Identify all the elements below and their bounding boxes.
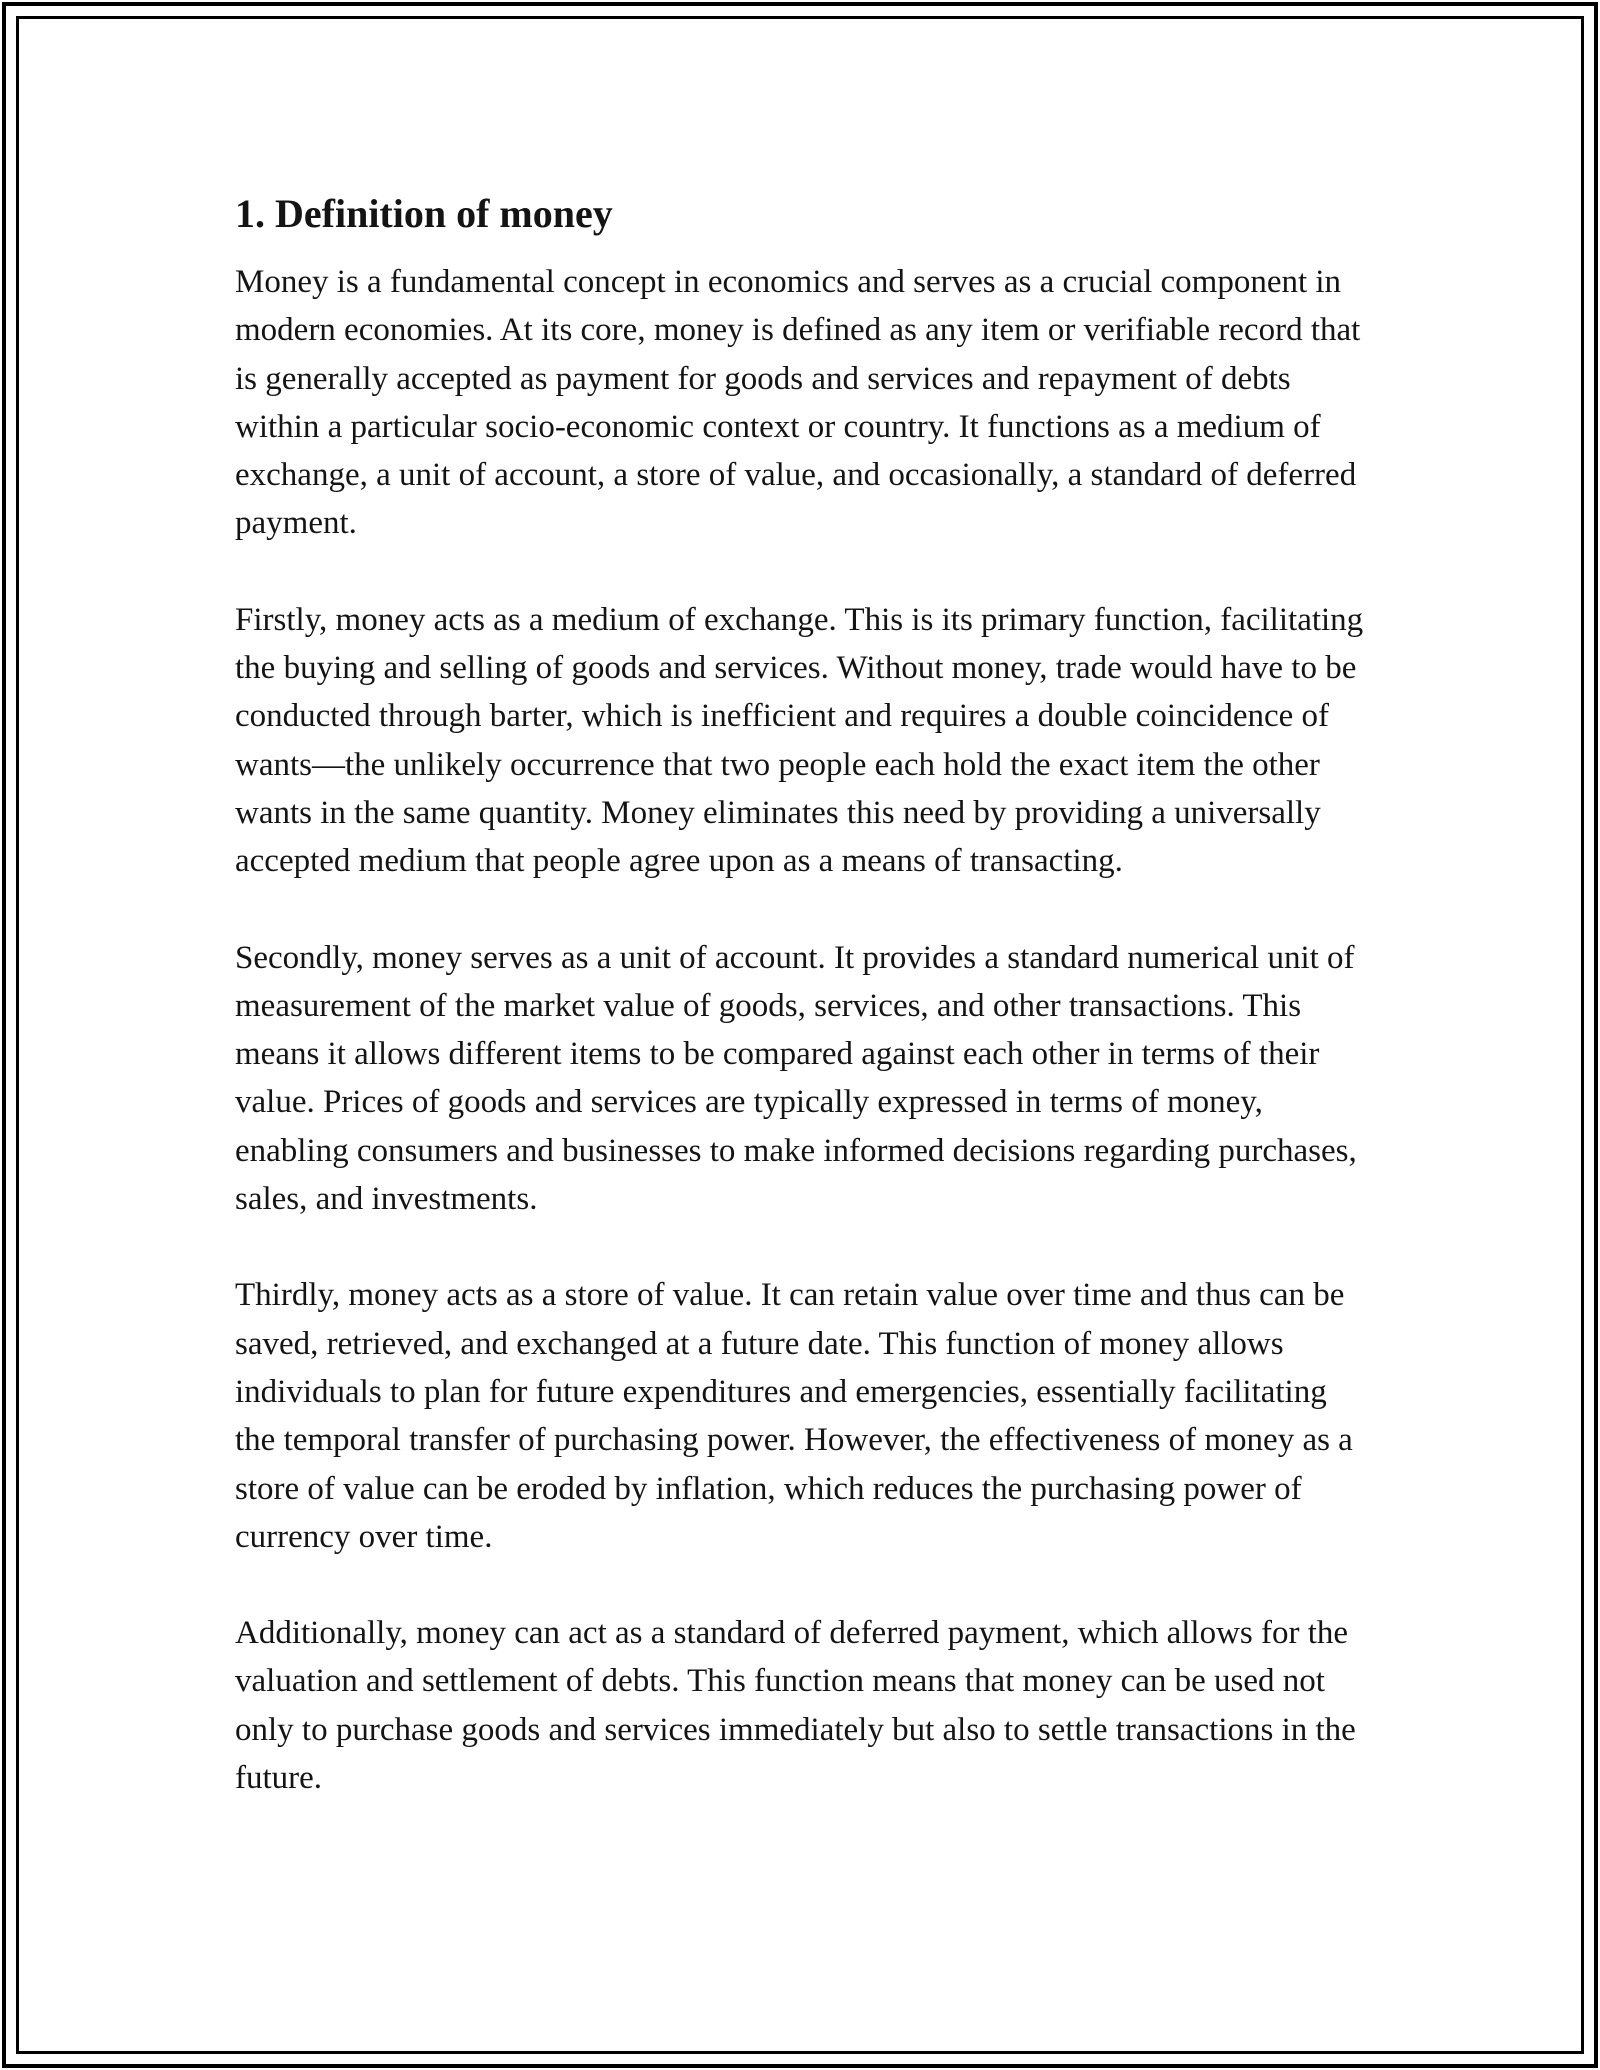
document-body bbox=[235, 190, 1375, 1850]
paragraph-store-of-value: Thirdly, money acts as a store of value. It can retain value over time and thus can be saved, retrieved, and exchanged at a future date. This function of money allows individuals to plan for future expenditures and emergencies, essentially facilitating the temporal transfer of purchasing power. However, the effectiveness of money as a store of value can be eroded by inflation, which reduces the purchasing power of currency over time. bbox=[235, 1277, 1353, 1555]
paragraph-unit-of-account: Secondly, money serves as a unit of account. It provides a standard numerical unit of measurement of the market value of goods, services, and other transactions. This means it allows different items to be compared against each other in terms of their value. Prices of goods and services are typically expressed in terms of money, enabling consumers and businesses to make informed decisions regarding purchases, sales, and investments. bbox=[235, 939, 1357, 1218]
paragraph-medium-of-exchange: Firstly, money acts as a medium of exchange. This is its primary function, facilitating the buying and selling of goods and services. Without money, trade would have to be conducted through barter, which is inefficient and requires a double coincidence of wants—the unlikely occurrence that two people each hold the exact item the other wants in the same quantity. Money eliminates this need by providing a universally accepted medium that people agree upon as a means of transacting. bbox=[235, 601, 1364, 880]
section-heading: 1. Definition of money bbox=[235, 191, 613, 236]
paragraph-deferred-payment: Additionally, money can act as a standard of deferred payment, which allows for the valuation and settlement of debts. This function means that money can be used not only to purchase goods and services immediately but also to settle transactions in the future. bbox=[235, 1615, 1356, 1797]
paragraph-definition: Money is a fundamental concept in economics and serves as a crucial component in modern economies. At its core, money is defined as any item or verifiable record that is generally accepted as payment for goods and services and repayment of debts within a particular socio-economic context or country. It functions as a medium of exchange, a unit of account, a store of value, and occasionally, a standard of deferred payment. bbox=[235, 264, 1361, 542]
